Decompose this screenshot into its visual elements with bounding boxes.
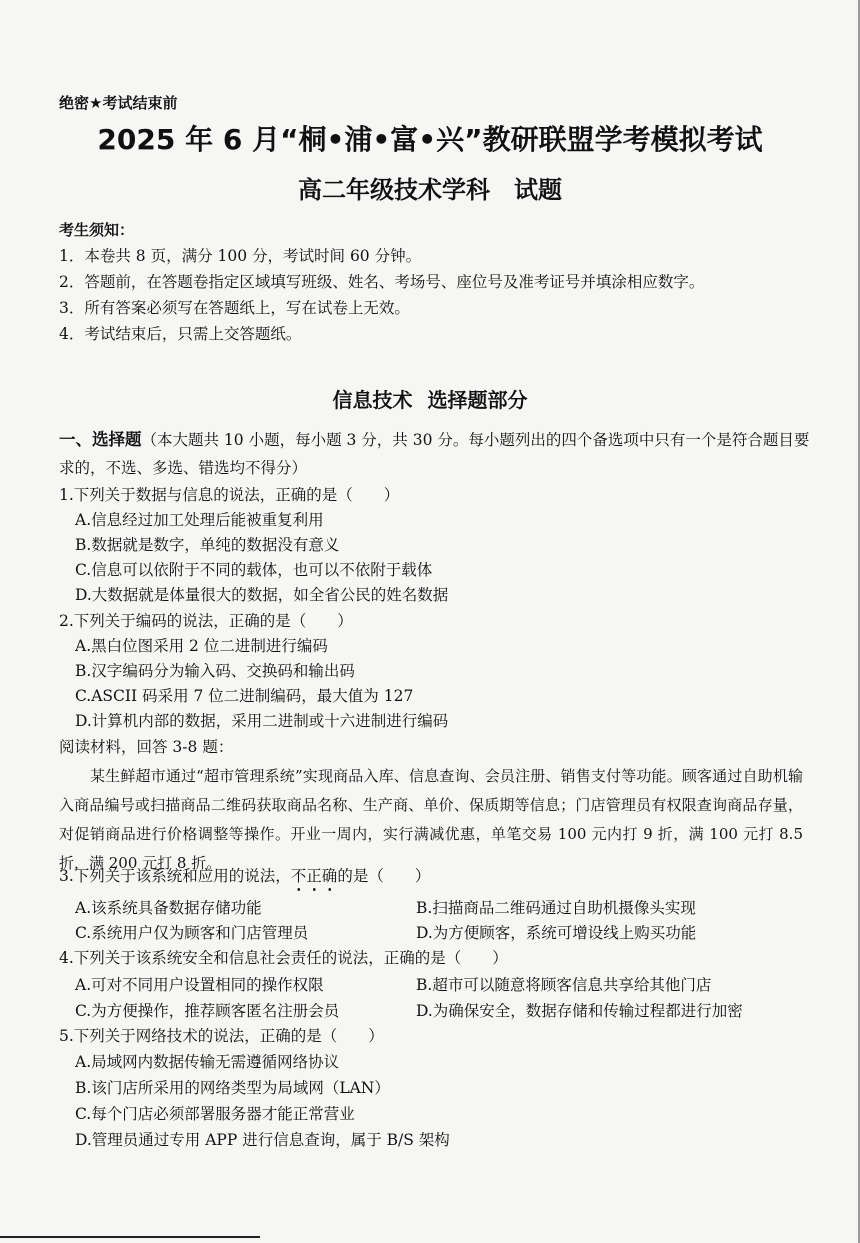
q2-option-c: C.ASCII 码采用 7 位二进制编码，最大值为 127 (75, 687, 414, 705)
q1-option-a: A.信息经过加工处理后能被重复利用 (75, 511, 324, 529)
q1-option-d: D.大数据就是体量很大的数据，如全省公民的姓名数据 (75, 586, 449, 604)
reading-intro: 阅读材料，回答 3-8 题： (59, 738, 234, 756)
q2-stem: 2.下列关于编码的说法，正确的是（ ） (59, 612, 353, 630)
q2-option-a: A.黑白位图采用 2 位二进制进行编码 (75, 637, 328, 655)
q5-option-a: A.局域网内数据传输无需遵循网络协议 (75, 1053, 340, 1071)
mc-label: 一、选择题 (59, 430, 142, 449)
q3-option-c: C.系统用户仅为顾客和门店管理员 (75, 924, 309, 942)
q3-stem (59, 864, 430, 886)
q3-option-d: D.为方便顾客，系统可增设线上购买功能 (416, 924, 697, 942)
exam-subtitle: 高二年级技术学科 试题 (298, 176, 562, 204)
q5-option-d: D.管理员通过专用 APP 进行信息查询，属于 B/S 架构 (75, 1131, 450, 1149)
q1-stem: 1.下列关于数据与信息的说法，正确的是（ ） (59, 486, 400, 504)
q4-option-d: D.为确保安全，数据存储和传输过程都进行加密 (416, 1002, 743, 1020)
notice-heading: 考生须知： (59, 221, 135, 239)
notice-item: 2．答题前，在答题卷指定区域填写班级、姓名、考场号、座位号及准考证号并填涂相应数字。 (59, 273, 705, 291)
q5-option-c: C.每个门店必须部署服务器才能正常营业 (75, 1105, 355, 1123)
multiple-choice-instructions (59, 426, 819, 482)
q3-stem-prefix: 3.下列关于该系统和应用的说法， (59, 867, 291, 885)
q2-option-d: D.计算机内部的数据，采用二进制或十六进制进行编码 (75, 712, 449, 730)
mc-description: （本大题共 10 小题，每小题 3 分，共 30 分。每小题列出的四个备选项中只有一个是符合题目要求的，不选、多选、错选均不得分） (59, 431, 810, 477)
q3-option-a: A.该系统具备数据存储功能 (75, 899, 262, 917)
q5-option-b: B.该门店所采用的网络类型为局域网（LAN） (75, 1079, 390, 1097)
q3-option-b: B.扫描商品二维码通过自助机摄像头实现 (416, 899, 696, 917)
q5-stem: 5.下列关于网络技术的说法，正确的是（ ） (59, 1027, 384, 1045)
q1-option-b: B.数据就是数字，单纯的数据没有意义 (75, 536, 340, 554)
section-title: 信息技术 选择题部分 (332, 388, 528, 412)
q2-option-b: B.汉字编码分为输入码、交换码和输出码 (75, 662, 355, 680)
page-bottom-rule (0, 1236, 260, 1238)
q4-option-b: B.超市可以随意将顾客信息共享给其他门店 (416, 976, 712, 994)
q3-stem-suffix: 的是（ ） (337, 867, 431, 885)
q4-option-c: C.为方便操作，推荐顾客匿名注册会员 (75, 1002, 340, 1020)
q3-stem-emphasis: 不正确 (290, 867, 338, 885)
notice-item: 4．考试结束后，只需上交答题纸。 (59, 325, 302, 343)
exam-title: 2025 年 6 月“桐•浦•富•兴”教研联盟学考模拟考试 (97, 123, 763, 156)
notice-item: 1．本卷共 8 页，满分 100 分，考试时间 60 分钟。 (59, 247, 422, 265)
q4-option-a: A.可对不同用户设置相同的操作权限 (75, 976, 324, 994)
q1-option-c: C.信息可以依附于不同的载体，也可以不依附于载体 (75, 561, 433, 579)
notice-item: 3．所有答案必须写在答题纸上，写在试卷上无效。 (59, 299, 410, 317)
confidential-label: 绝密★考试结束前 (59, 94, 178, 112)
q4-stem: 4.下列关于该系统安全和信息社会责任的说法，正确的是（ ） (59, 949, 508, 967)
reading-passage: 某生鲜超市通过“超市管理系统”实现商品入库、信息查询、会员注册、销售支付等功能。顾客通过自助机输入商品编号或扫描商品二维码获取商品名称、生产商、单价、保质期等信息；门店管理员有权限查询商品存量，对促销商品进行价格调整等操作。开业一周内，实行满减优惠，单笔交易 100 元内打 9 折，满 100 元打 8.5 折，满 200 元打 8 折。 (59, 767, 803, 872)
